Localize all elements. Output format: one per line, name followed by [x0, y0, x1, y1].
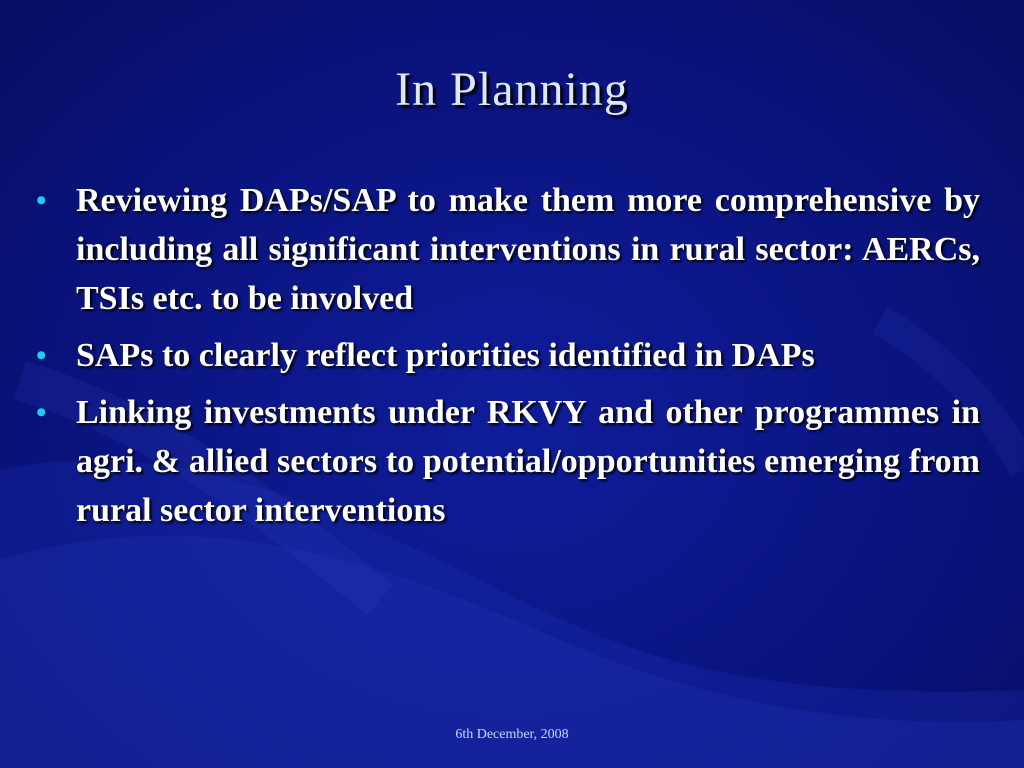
bullet-text: Reviewing DAPs/SAP to make them more comprehensive by including all significant interventions in rural sector: AERCs, TSIs etc. to be involved [76, 182, 980, 317]
bullet-item [28, 331, 980, 380]
bullet-icon: • [36, 396, 47, 429]
bullet-item [28, 176, 980, 323]
bullet-text: Linking investments under RKVY and other programmes in agri. & allied sectors to potential/opportunities emerging from rural sector interventions [76, 394, 980, 529]
bullet-icon: • [36, 339, 47, 372]
bullet-text: SAPs to clearly reflect priorities identified in DAPs [76, 337, 815, 374]
bullet-item [28, 388, 980, 535]
bullet-list [28, 176, 980, 543]
footer-date: 6th December, 2008 [455, 727, 569, 742]
bullet-icon: • [36, 184, 47, 217]
slide-title: In Planning [395, 63, 629, 116]
